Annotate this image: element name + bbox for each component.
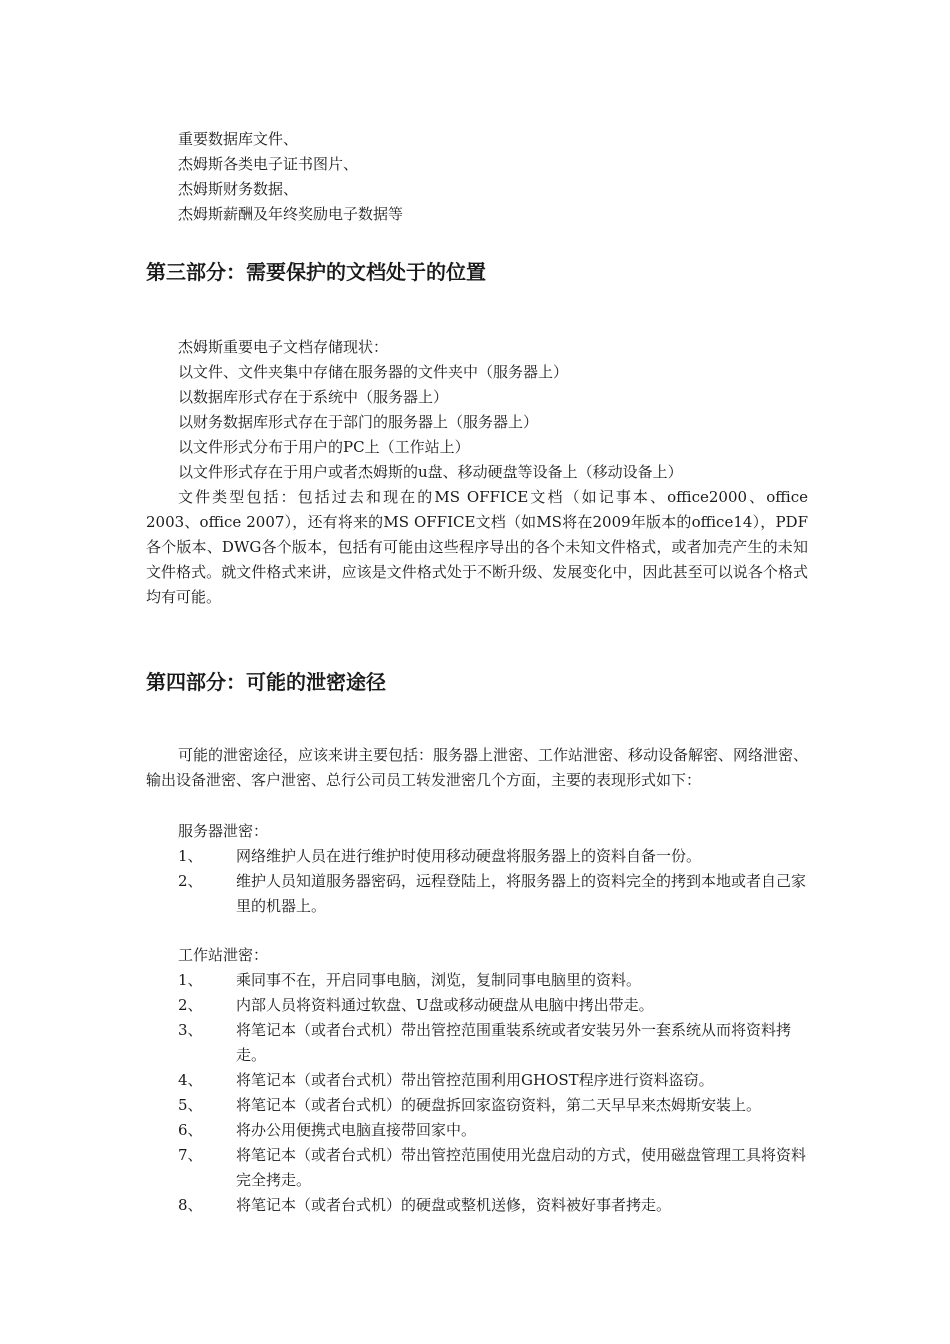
section3-line: 以文件形式存在于用户或者杰姆斯的u盘、移动硬盘等设备上（移动设备上） — [178, 463, 683, 481]
intro-list-item: 杰姆斯各类电子证书图片、 — [178, 155, 359, 173]
item-number: 8、 — [178, 1196, 203, 1214]
workstation-leak-item — [146, 1068, 826, 1093]
item-text: 网络维护人员在进行维护时使用移动硬盘将服务器上的资料自备一份。 — [236, 847, 702, 865]
item-number: 2、 — [178, 996, 203, 1014]
item-number: 1、 — [178, 971, 203, 989]
workstation-leak-item — [146, 1093, 826, 1118]
workstation-leak-item — [146, 968, 826, 993]
intro-list-item: 重要数据库文件、 — [178, 130, 299, 148]
item-number: 4、 — [178, 1071, 203, 1089]
item-number: 7、 — [178, 1146, 203, 1164]
item-text: 将笔记本（或者台式机）带出管控范围利用GHOST程序进行资料盗窃。 — [236, 1071, 714, 1089]
section3-line: 以数据库形式存在于系统中（服务器上） — [178, 388, 449, 406]
workstation-leak-title: 工作站泄密： — [178, 946, 269, 964]
workstation-leak-item — [146, 993, 826, 1018]
item-text: 内部人员将资料通过软盘、U盘或移动硬盘从电脑中拷出带走。 — [236, 996, 654, 1014]
file-types-paragraph: 文件类型包括：包括过去和现在的MS OFFICE文档（如记事本、office2000、office 2003、office 2007），还有将来的MS OFFICE文档（如MS将在2009年版本的office14），PDF各个版本、DWG各个版本，包括有可能由这些程序导出的各个未知文件格式，或者加壳产生的未知文件格式。就文件格式来讲，应该是文件格式处于不断升级、发展变化中，因此甚至可以说各个格式均有可能。 — [146, 488, 808, 606]
server-leak-item — [146, 844, 826, 869]
item-number: 5、 — [178, 1096, 203, 1114]
section3-line: 以财务数据库形式存在于部门的服务器上（服务器上） — [178, 413, 539, 431]
server-leak-item — [146, 869, 826, 919]
workstation-leak-item — [146, 1018, 826, 1068]
item-text: 将笔记本（或者台式机）带出管控范围使用光盘启动的方式，使用磁盘管理工具将资料完全拷走。 — [236, 1146, 807, 1189]
item-text: 将笔记本（或者台式机）的硬盘拆回家盗窃资料，第二天早早来杰姆斯安装上。 — [236, 1096, 762, 1114]
section3-line: 以文件形式分布于用户的PC上（工作站上） — [178, 438, 470, 456]
section3-line: 以文件、文件夹集中存储在服务器的文件夹中（服务器上） — [178, 363, 569, 381]
item-number: 1、 — [178, 847, 203, 865]
item-text: 将笔记本（或者台式机）的硬盘或整机送修，资料被好事者拷走。 — [236, 1196, 672, 1214]
item-text: 维护人员知道服务器密码，远程登陆上，将服务器上的资料完全的拷到本地或者自己家里的机器上。 — [236, 872, 807, 915]
workstation-leak-item — [146, 1143, 826, 1193]
item-number: 2、 — [178, 872, 203, 890]
section4-heading: 第四部分：可能的泄密途径 — [146, 670, 386, 694]
server-leak-title: 服务器泄密： — [178, 822, 269, 840]
item-number: 6、 — [178, 1121, 203, 1139]
section3-heading: 第三部分：需要保护的文档处于的位置 — [146, 260, 486, 284]
intro-list-item: 杰姆斯薪酬及年终奖励电子数据等 — [178, 205, 404, 223]
workstation-leak-item — [146, 1118, 826, 1143]
workstation-leak-item — [146, 1193, 826, 1218]
item-text: 乘同事不在，开启同事电脑，浏览，复制同事电脑里的资料。 — [236, 971, 642, 989]
item-number: 3、 — [178, 1021, 203, 1039]
intro-list-item: 杰姆斯财务数据、 — [178, 180, 299, 198]
item-text: 将办公用便携式电脑直接带回家中。 — [236, 1121, 477, 1139]
leak-paths-paragraph: 可能的泄密途径，应该来讲主要包括：服务器上泄密、工作站泄密、移动设备解密、网络泄密、输出设备泄密、客户泄密、总行公司员工转发泄密几个方面，主要的表现形式如下： — [146, 746, 809, 789]
item-text: 将笔记本（或者台式机）带出管控范围重装系统或者安装另外一套系统从而将资料拷走。 — [236, 1021, 792, 1064]
section3-line: 杰姆斯重要电子文档存储现状： — [178, 338, 389, 356]
